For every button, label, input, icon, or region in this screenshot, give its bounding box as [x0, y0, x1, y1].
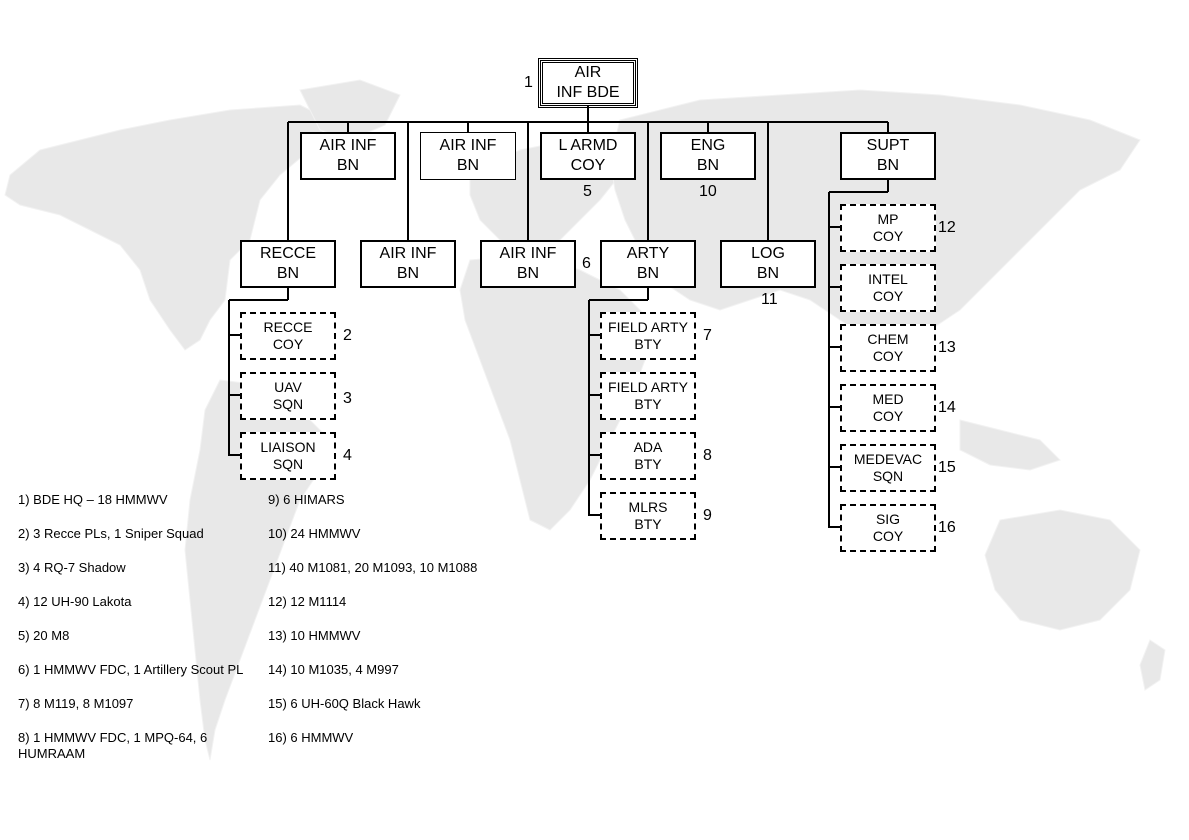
- note-number: 7: [703, 327, 712, 344]
- note-number: 4: [343, 447, 352, 464]
- subunit-box-recce-coy: RECCE COY: [240, 312, 336, 360]
- root-note-number: 1: [524, 74, 533, 91]
- unit-box-recce-bn: RECCE BN: [240, 240, 336, 288]
- subunit-box-mp-coy: MP COY: [840, 204, 936, 252]
- note-number: 3: [343, 390, 352, 407]
- subunit-box-liaison-sqn: LIAISON SQN: [240, 432, 336, 480]
- subunit-box-sig-coy: SIG COY: [840, 504, 936, 552]
- subunit-box-med-coy: MED COY: [840, 384, 936, 432]
- note-number: 10: [699, 183, 717, 200]
- note-number: 12: [938, 219, 956, 236]
- footnote-5: 5) 20 M8: [18, 628, 70, 643]
- note-number: 16: [938, 519, 956, 536]
- root-unit-box: AIR INF BDE: [540, 60, 636, 106]
- footnote-12: 12) 12 M1114: [268, 594, 347, 609]
- unit-box-air-inf-bn-2: AIR INF BN: [420, 132, 516, 180]
- footnote-9: 9) 6 HIMARS: [268, 492, 345, 507]
- unit-box-log-bn: LOG BN: [720, 240, 816, 288]
- note-number: 15: [938, 459, 956, 476]
- footnote-6: 6) 1 HMMWV FDC, 1 Artillery Scout PL: [18, 662, 244, 677]
- subunit-box-ada-bty: ADA BTY: [600, 432, 696, 480]
- footnote-2: 2) 3 Recce PLs, 1 Sniper Squad: [18, 526, 204, 541]
- unit-box-air-inf-bn-4: AIR INF BN: [480, 240, 576, 288]
- footnote-8: 8) 1 HMMWV FDC, 1 MPQ-64, 6 HUMRAAM: [18, 730, 208, 761]
- note-number: 5: [583, 183, 592, 200]
- subunit-box-uav-sqn: UAV SQN: [240, 372, 336, 420]
- unit-box-supt-bn: SUPT BN: [840, 132, 936, 180]
- subunit-box-medevac-sqn: MEDEVAC SQN: [840, 444, 936, 492]
- footnote-15: 15) 6 UH-60Q Black Hawk: [268, 696, 421, 711]
- unit-box-arty-bn: ARTY BN: [600, 240, 696, 288]
- note-number: 11: [761, 291, 778, 308]
- note-number: 13: [938, 339, 956, 356]
- footnote-1: 1) BDE HQ – 18 HMMWV: [18, 492, 168, 507]
- subunit-box-mlrs-bty: MLRS BTY: [600, 492, 696, 540]
- note-number: 9: [703, 507, 712, 524]
- note-number: 8: [703, 447, 712, 464]
- footnote-14: 14) 10 M1035, 4 M997: [268, 662, 399, 677]
- footnote-3: 3) 4 RQ-7 Shadow: [18, 560, 126, 575]
- subunit-box-chem-coy: CHEM COY: [840, 324, 936, 372]
- footnote-16: 16) 6 HMMWV: [268, 730, 354, 745]
- unit-box-air-inf-bn-1: AIR INF BN: [300, 132, 396, 180]
- note-number: 6: [582, 255, 591, 272]
- subunit-box-field-arty-bty-1: FIELD ARTY BTY: [600, 312, 696, 360]
- note-number: 2: [343, 327, 352, 344]
- subunit-box-intel-coy: INTEL COY: [840, 264, 936, 312]
- footnote-11: 11) 40 M1081, 20 M1093, 10 M1088: [268, 560, 478, 575]
- footnote-4: 4) 12 UH-90 Lakota: [18, 594, 132, 609]
- note-number: 14: [938, 399, 956, 416]
- unit-box-eng-bn: ENG BN: [660, 132, 756, 180]
- unit-box-air-inf-bn-3: AIR INF BN: [360, 240, 456, 288]
- subunit-box-field-arty-bty-2: FIELD ARTY BTY: [600, 372, 696, 420]
- footnote-7: 7) 8 M119, 8 M1097: [18, 696, 134, 711]
- footnote-10: 10) 24 HMMWV: [268, 526, 361, 541]
- footnote-13: 13) 10 HMMWV: [268, 628, 361, 643]
- unit-box-l-armd-coy: L ARMD COY: [540, 132, 636, 180]
